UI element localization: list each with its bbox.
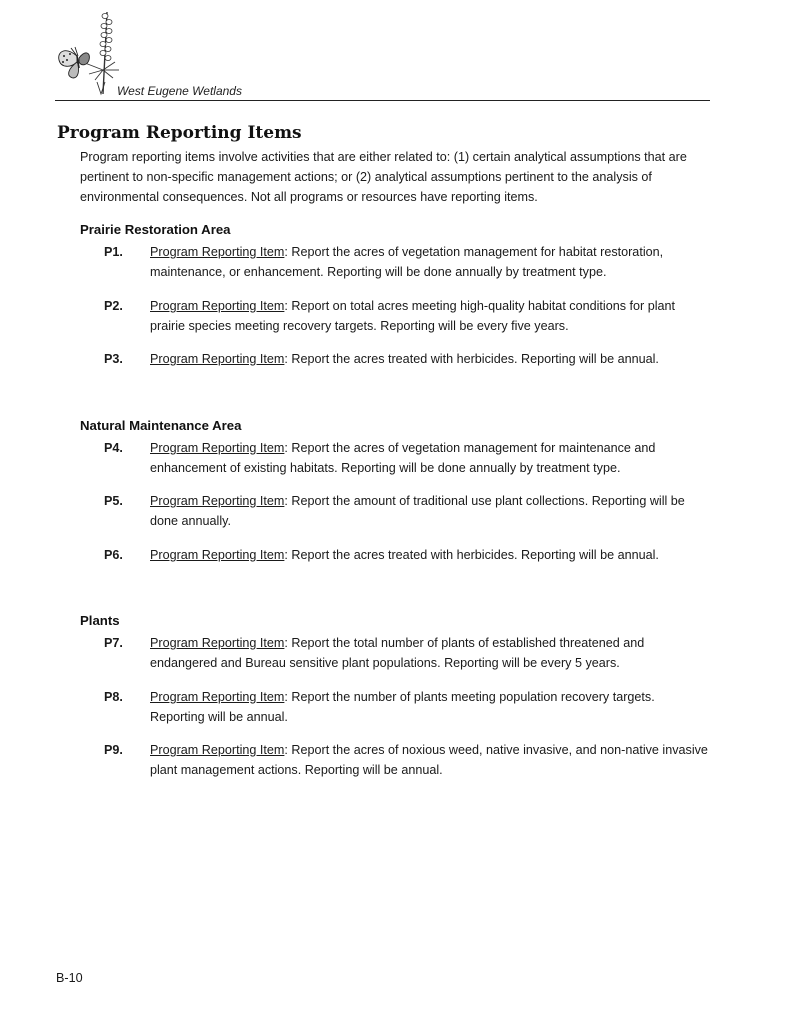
- section-heading: Natural Maintenance Area: [80, 418, 242, 433]
- item-text: [150, 491, 710, 531]
- section-heading: Prairie Restoration Area: [80, 222, 231, 237]
- item-label: Program Reporting Item: [150, 441, 285, 455]
- item-number: P1.: [104, 245, 123, 259]
- page-number: B-10: [56, 971, 83, 985]
- item-description: : Report the acres treated with herbicides. Reporting will be annual.: [284, 352, 659, 366]
- item-label: Program Reporting Item: [150, 690, 285, 704]
- item-label: Program Reporting Item: [150, 636, 285, 650]
- section-heading: Plants: [80, 613, 120, 628]
- item-description: : Report the number of plants meeting population recovery targets. Reporting will be annual.: [150, 690, 655, 724]
- item-description: : Report the acres of noxious weed, native invasive, and non-native invasive plant management actions. Reporting will be annual.: [150, 743, 708, 777]
- item-number: P4.: [104, 441, 123, 455]
- item-number: P5.: [104, 494, 123, 508]
- header-divider: [55, 100, 710, 101]
- item-description: : Report the acres of vegetation management for habitat restoration, maintenance, or enhancement. Reporting will be done annually by treatment type.: [150, 245, 664, 279]
- item-text: [150, 687, 710, 727]
- item-text: [150, 349, 710, 369]
- item-description: : Report the amount of traditional use plant collections. Reporting will be done annually.: [150, 494, 685, 528]
- item-label: Program Reporting Item: [150, 743, 285, 757]
- item-text: [150, 296, 710, 336]
- item-number: P3.: [104, 352, 123, 366]
- item-description: : Report the total number of plants of established threatened and endangered and Bureau sensitive plant populations. Reporting will be every 5 years.: [150, 636, 645, 670]
- item-number: P6.: [104, 548, 123, 562]
- item-number: P8.: [104, 690, 123, 704]
- item-text: [150, 740, 710, 780]
- item-label: Program Reporting Item: [150, 299, 285, 313]
- header-title: West Eugene Wetlands: [117, 84, 242, 98]
- page-header: [55, 8, 710, 102]
- item-text: [150, 633, 710, 673]
- item-description: : Report the acres treated with herbicides. Reporting will be annual.: [284, 548, 659, 562]
- item-description: : Report the acres of vegetation management for maintenance and enhancement of existing habitats. Reporting will be done annually by treatment type.: [150, 441, 656, 475]
- page-title: Program Reporting Items: [57, 123, 302, 143]
- item-label: Program Reporting Item: [150, 245, 285, 259]
- item-number: P2.: [104, 299, 123, 313]
- item-label: Program Reporting Item: [150, 494, 285, 508]
- item-label: Program Reporting Item: [150, 548, 285, 562]
- intro-paragraph: Program reporting items involve activities that are either related to: (1) certain analytical assumptions that are pertinent to non-specific management actions; or (2) analytical assumptions pertinent to the analysis of environmental consequences. Not all programs or resources have reporting items.: [80, 150, 687, 204]
- item-text: [150, 438, 710, 478]
- item-text: [150, 545, 710, 565]
- item-description: : Report on total acres meeting high-quality habitat conditions for plant prairie species meeting recovery targets. Reporting will be every five years.: [150, 299, 676, 333]
- item-label: Program Reporting Item: [150, 352, 285, 366]
- item-number: P9.: [104, 743, 123, 757]
- item-text: [150, 242, 710, 282]
- item-number: P7.: [104, 636, 123, 650]
